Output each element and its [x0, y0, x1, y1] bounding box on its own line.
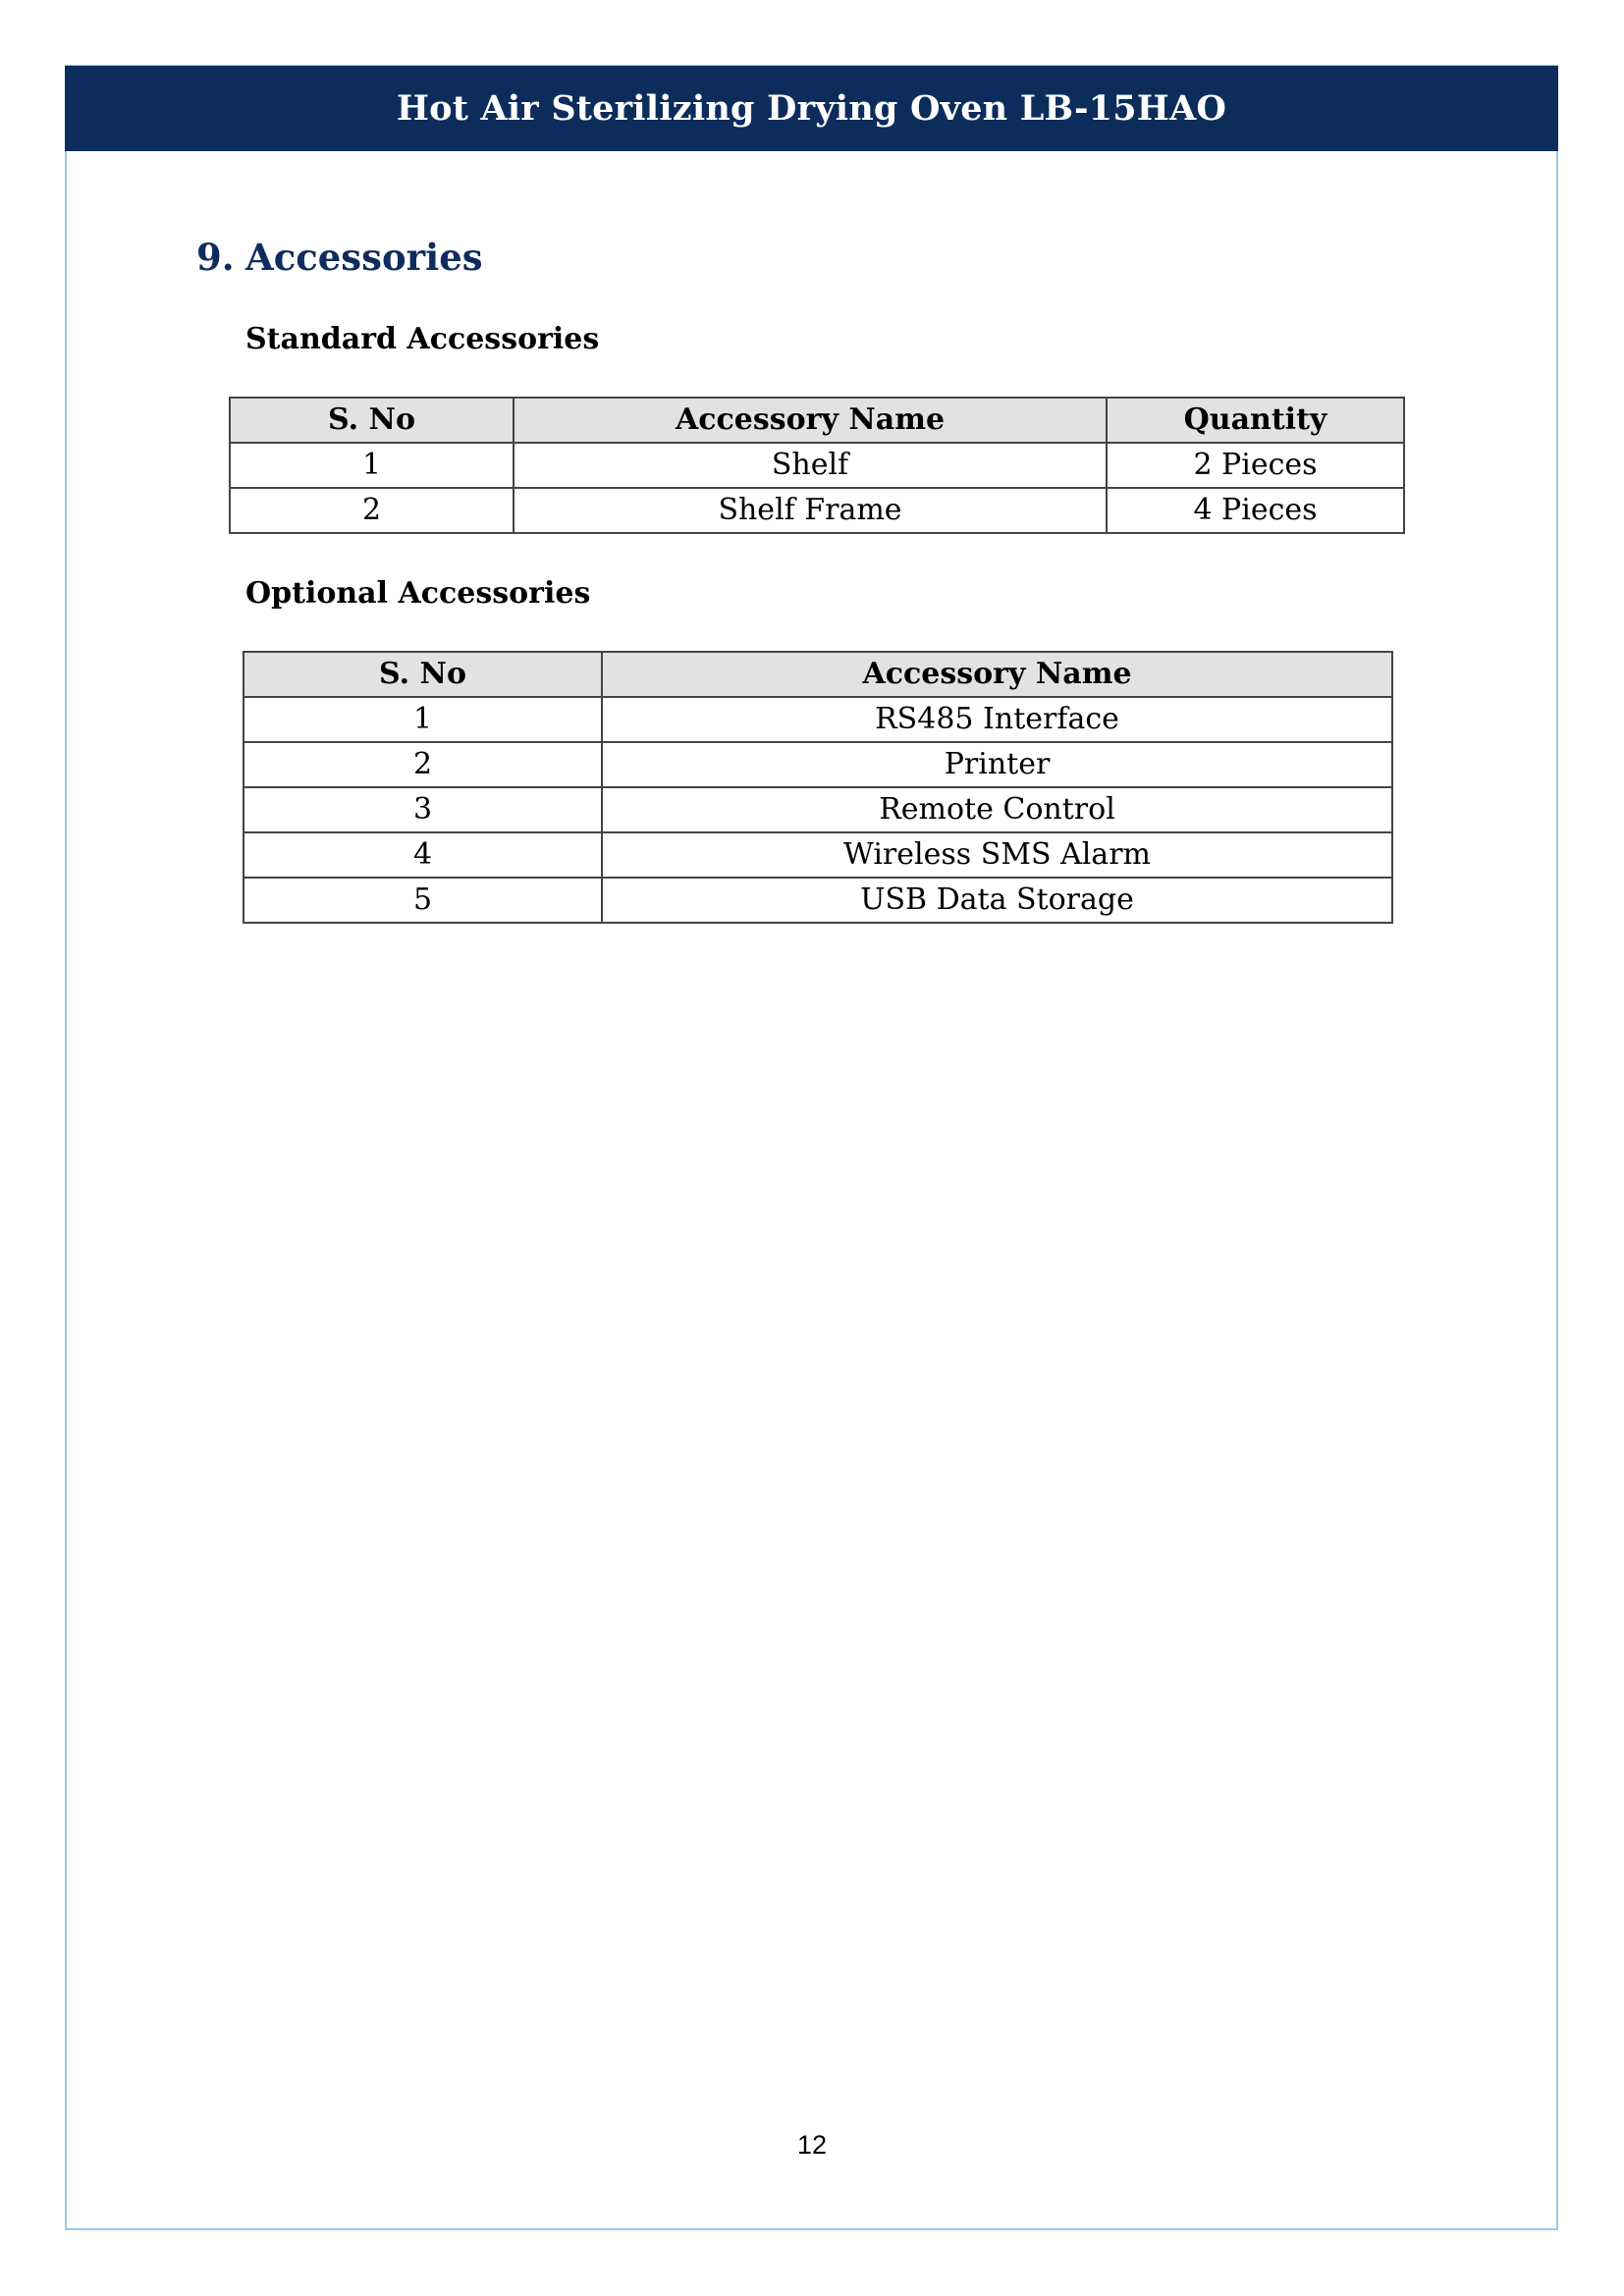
document-title: Hot Air Sterilizing Drying Oven LB-15HAO: [396, 88, 1227, 129]
column-header-quantity: Quantity: [1107, 398, 1404, 443]
table-row: [230, 488, 1404, 533]
cell-accessory-name: Shelf: [514, 443, 1107, 488]
cell-accessory-name: RS485 Interface: [602, 697, 1392, 742]
cell-sno: 1: [230, 443, 514, 488]
column-header-sno: S. No: [230, 398, 514, 443]
page-border: [65, 65, 1558, 2230]
cell-quantity: 4 Pieces: [1107, 488, 1404, 533]
column-header-accessory-name: Accessory Name: [602, 652, 1392, 697]
cell-sno: 2: [230, 488, 514, 533]
cell-accessory-name: Remote Control: [602, 787, 1392, 832]
table-row: [244, 832, 1392, 878]
section-title: Accessories: [245, 236, 483, 279]
section-number: 9.: [196, 236, 235, 279]
cell-accessory-name: Wireless SMS Alarm: [602, 832, 1392, 878]
column-header-accessory-name: Accessory Name: [514, 398, 1107, 443]
page-number: 12: [796, 2130, 828, 2160]
standard-accessories-heading: Standard Accessories: [245, 322, 600, 356]
table-row: [244, 787, 1392, 832]
standard-accessories-table: [229, 397, 1405, 534]
table-row: [244, 878, 1392, 923]
cell-accessory-name: Printer: [602, 742, 1392, 787]
cell-sno: 1: [244, 697, 602, 742]
cell-sno: 5: [244, 878, 602, 923]
cell-sno: 4: [244, 832, 602, 878]
table-row: [244, 697, 1392, 742]
optional-accessories-table: [243, 651, 1393, 924]
optional-accessories-heading: Optional Accessories: [245, 576, 591, 611]
cell-sno: 2: [244, 742, 602, 787]
document-header: [65, 66, 1558, 151]
table-header-row: [244, 652, 1392, 697]
cell-quantity: 2 Pieces: [1107, 443, 1404, 488]
cell-accessory-name: Shelf Frame: [514, 488, 1107, 533]
table-row: [230, 443, 1404, 488]
cell-sno: 3: [244, 787, 602, 832]
table-row: [244, 742, 1392, 787]
cell-accessory-name: USB Data Storage: [602, 878, 1392, 923]
column-header-sno: S. No: [244, 652, 602, 697]
table-header-row: [230, 398, 1404, 443]
section-heading: [196, 236, 483, 279]
